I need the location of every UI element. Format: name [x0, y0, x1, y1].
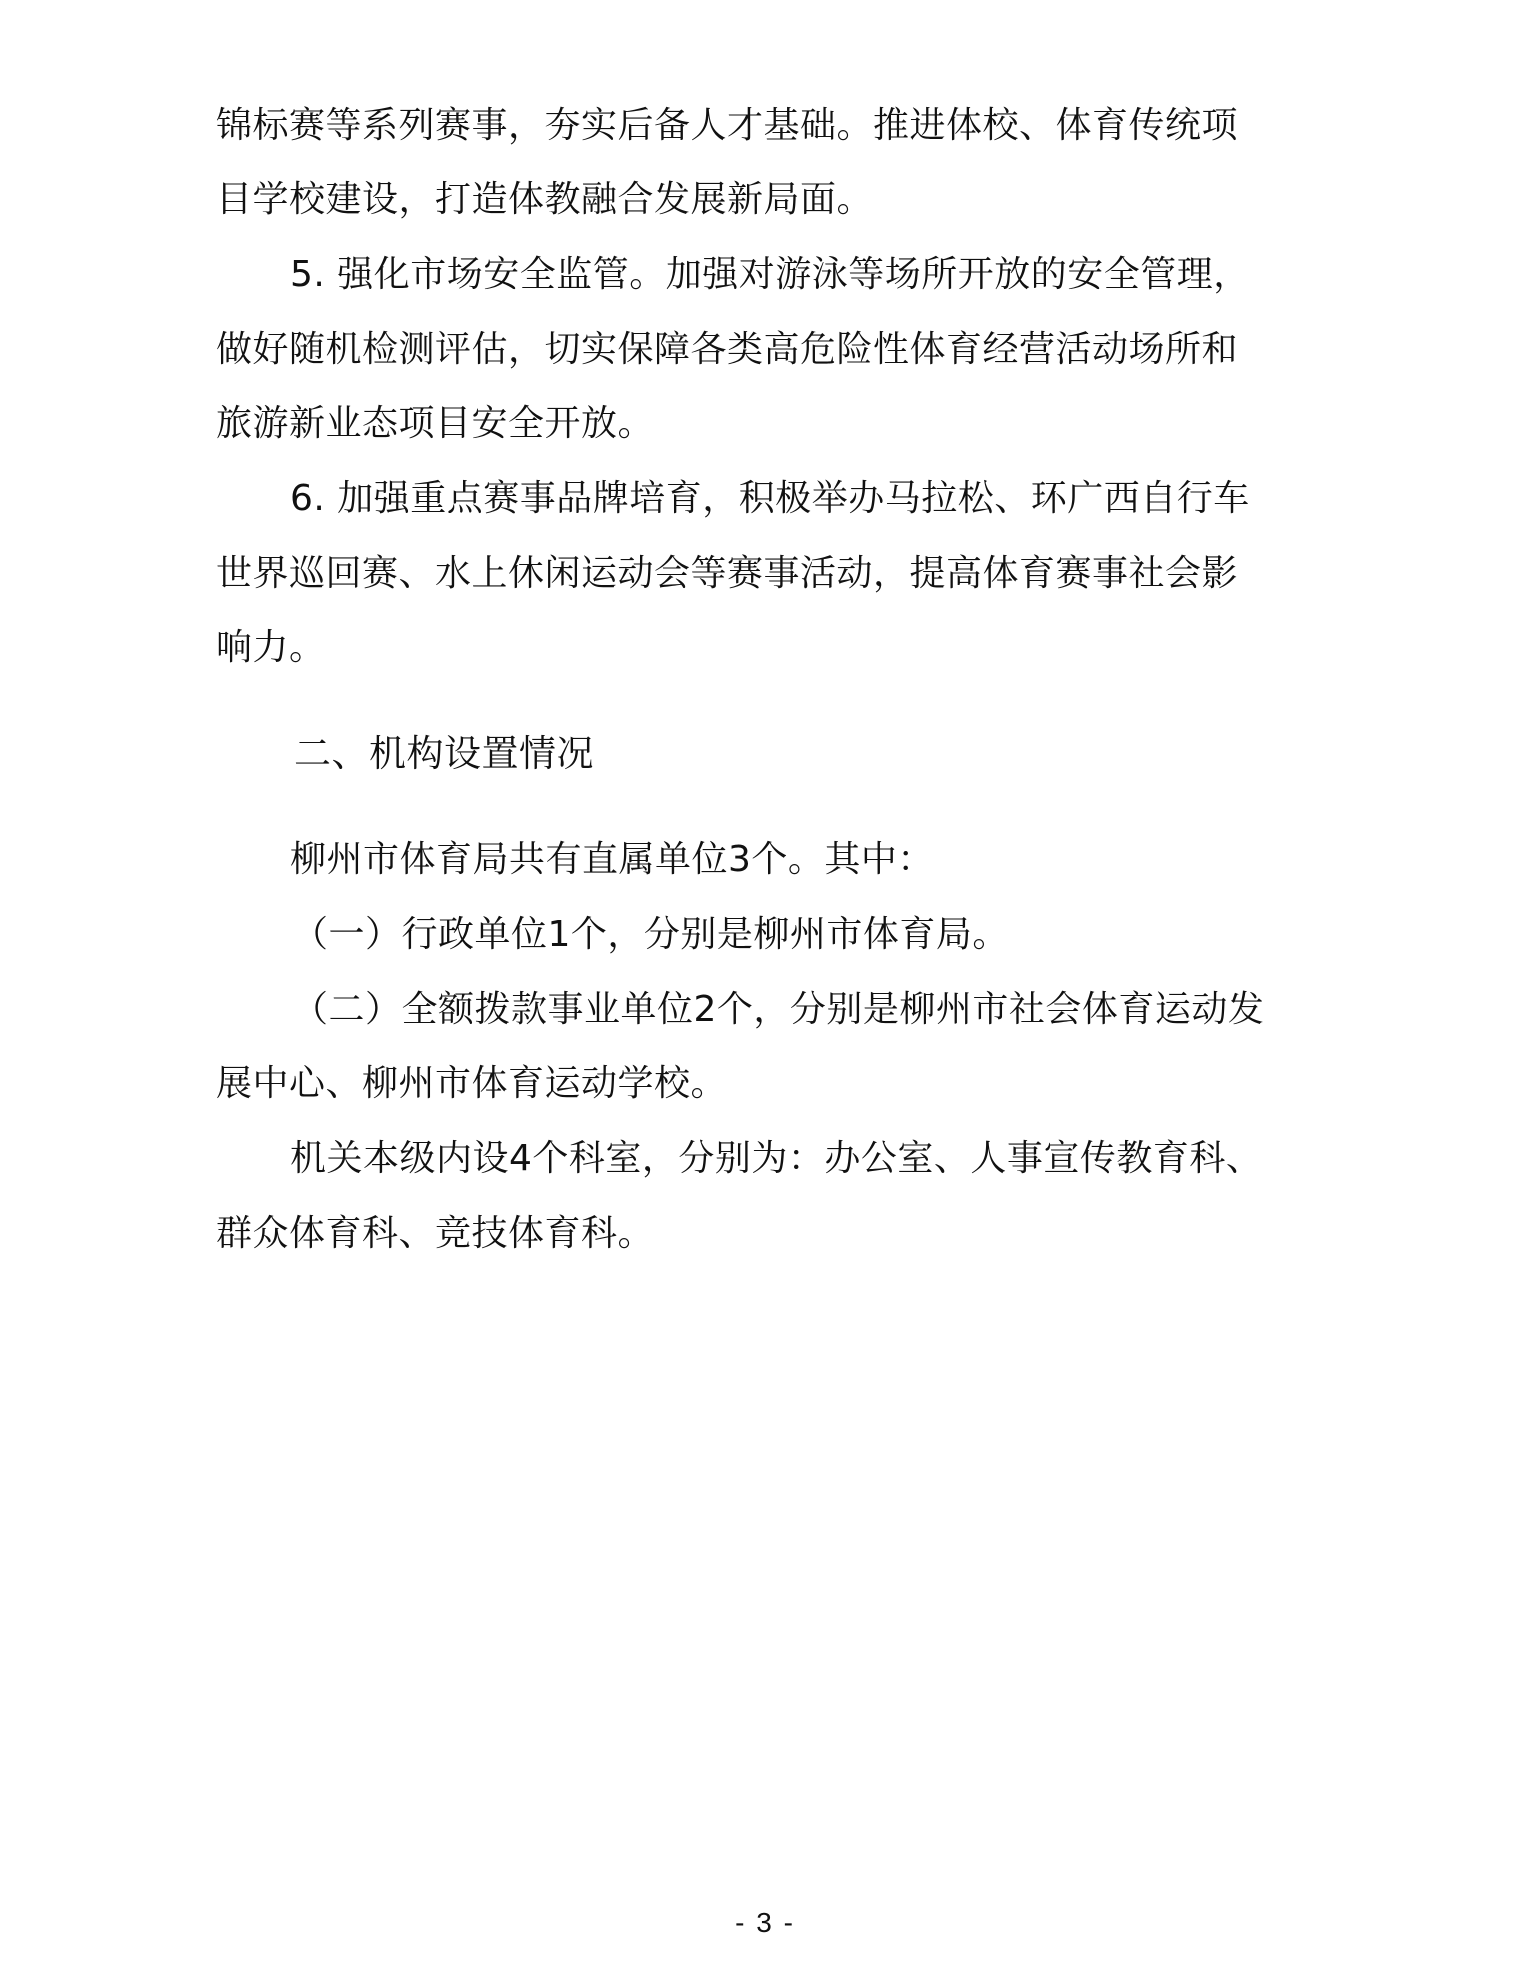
body-text-line: 机关本级内设4个科室，分别为：办公室、人事宣传教育科、 [290, 1138, 1263, 1179]
body-text-line: （二）全额拨款事业单位2个，分别是柳州市社会体育运动发 [292, 989, 1265, 1030]
body-text-line: 旅游新业态项目安全开放。 [216, 403, 655, 444]
body-text-line: 柳州市体育局共有直属单位3个。其中： [290, 839, 934, 880]
body-text-line: 6. 加强重点赛事品牌培育，积极举办马拉松、环广西自行车 [290, 478, 1250, 519]
body-text-line: 做好随机检测评估，切实保障各类高危险性体育经营活动场所和 [216, 329, 1239, 370]
body-text-line: 展中心、柳州市体育运动学校。 [216, 1063, 728, 1104]
body-text-line: 5. 强化市场安全监管。加强对游泳等场所开放的安全管理， [290, 254, 1250, 295]
page-number: - 3 - [735, 1907, 795, 1938]
section-heading: 二、机构设置情况 [294, 732, 594, 775]
body-text-line: 世界巡回赛、水上休闲运动会等赛事活动，提高体育赛事社会影 [216, 553, 1239, 594]
body-text-line: （一）行政单位1个，分别是柳州市体育局。 [292, 914, 1009, 955]
body-text-line: 群众体育科、竞技体育科。 [216, 1213, 655, 1254]
body-text-line: 响力。 [216, 627, 326, 668]
body-text-line: 目学校建设，打造体教融合发展新局面。 [216, 179, 874, 220]
body-text-line: 锦标赛等系列赛事，夯实后备人才基础。推进体校、体育传统项 [216, 105, 1239, 146]
